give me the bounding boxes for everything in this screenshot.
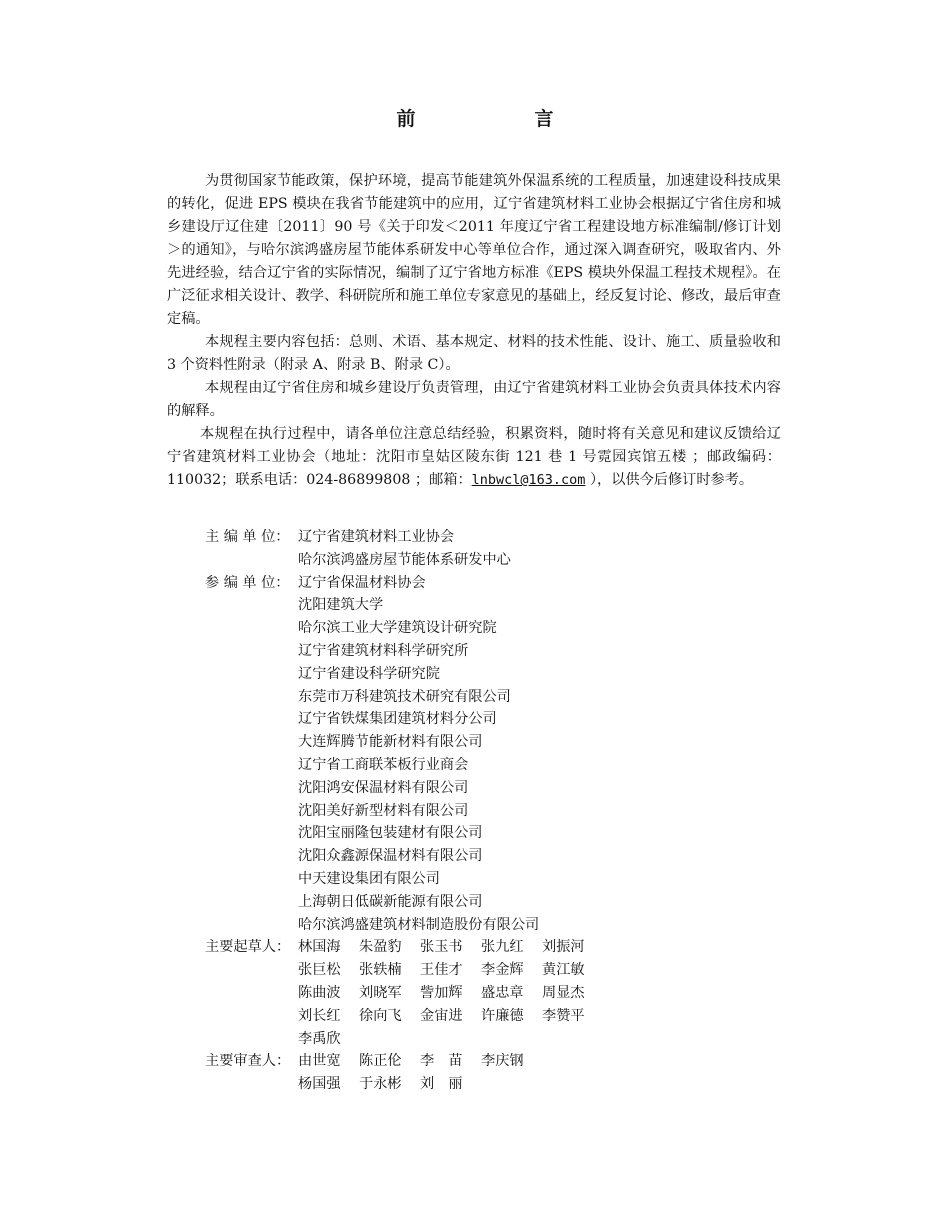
drafter-name: 张玉书 — [420, 939, 463, 956]
reviewer-name: 由世宽 — [298, 1053, 341, 1070]
drafter-name: 金宙进 — [420, 1007, 463, 1024]
drafter-name: 王佳才 — [420, 962, 463, 979]
chief-units-list — [298, 526, 805, 572]
drafter-name: 李赞平 — [542, 1007, 585, 1024]
participating-units-list — [298, 572, 805, 937]
reviewer-name: 杨国强 — [298, 1076, 341, 1093]
drafter-name: 訾加辉 — [420, 984, 463, 1001]
drafter-name: 李金辉 — [481, 962, 524, 979]
reviewers-row — [205, 1050, 805, 1096]
drafter-name: 朱盈豹 — [359, 939, 402, 956]
drafter-name: 许廉德 — [481, 1007, 524, 1024]
participating-unit-item: 沈阳美好新型材料有限公司 — [298, 802, 469, 819]
drafter-name: 刘振河 — [542, 939, 585, 956]
participating-unit-item: 上海朝日低碳新能源有限公司 — [298, 893, 483, 910]
reviewer-name: 于永彬 — [359, 1076, 402, 1093]
participating-unit-item: 辽宁省保温材料协会 — [298, 574, 426, 591]
feedback-text-end: ），以供今后修订时参考。 — [585, 472, 754, 488]
reviewer-name: 刘 丽 — [420, 1076, 463, 1093]
participating-unit-item: 中天建设集团有限公司 — [298, 870, 440, 887]
drafter-name-row — [298, 982, 805, 1005]
reviewer-name: 陈正伦 — [359, 1053, 402, 1070]
chief-unit-item: 哈尔滨鸿盛房屋节能体系研发中心 — [298, 551, 511, 568]
drafter-name: 林国海 — [298, 939, 341, 956]
participating-unit-item: 沈阳众鑫源保温材料有限公司 — [298, 848, 483, 865]
page-title: 前 言 — [396, 108, 604, 130]
participating-unit-item: 辽宁省建筑材料科学研究所 — [298, 642, 469, 659]
feedback-text: 本规程在执行过程中，请各单位注意总结经验，积累资料，随时将有关意见和建议反馈给辽宁省建筑材料工业协会（地址：沈阳市皇姑区陵东街 121 巷 1 号霓园宾馆五楼 ；邮政编码：110032；联系电话：024-86899808 ；邮箱： — [167, 426, 781, 488]
drafter-name: 张九红 — [481, 939, 524, 956]
reviewer-name-row — [298, 1073, 805, 1096]
reviewer-name: 李庆钢 — [481, 1053, 524, 1070]
credits-section — [205, 526, 805, 1096]
drafters-label: 主要起草人： — [205, 939, 291, 956]
participating-unit-item: 辽宁省工商联苯板行业商会 — [298, 756, 469, 773]
reviewer-name: 李 苗 — [420, 1053, 463, 1070]
reviewer-name-row — [298, 1050, 805, 1073]
drafter-name-row — [298, 959, 805, 982]
paragraph-contents: 本规程主要内容包括：总则、术语、基本规定、材料的技术性能、设计、施工、质量验收和 3 个资料性附录（附录 A、附录 B、附录 C）。 — [167, 334, 781, 373]
drafters-row — [205, 936, 805, 1050]
participating-unit-item: 沈阳宝丽隆包装建材有限公司 — [298, 825, 483, 842]
reviewers-list — [298, 1050, 805, 1096]
drafter-name: 徐向飞 — [359, 1007, 402, 1024]
paragraph-feedback — [167, 423, 781, 492]
participating-unit-item: 沈阳建筑大学 — [298, 597, 384, 614]
participating-units-row — [205, 572, 805, 937]
drafter-name: 张巨松 — [298, 962, 341, 979]
drafter-name: 李禹欣 — [298, 1030, 341, 1047]
drafter-name: 黄江敏 — [542, 962, 585, 979]
reviewers-label: 主要审查人： — [205, 1053, 291, 1070]
chief-unit-item: 辽宁省建筑材料工业协会 — [298, 529, 455, 545]
drafter-name: 陈曲波 — [298, 984, 341, 1001]
preface-body — [167, 170, 781, 492]
drafter-name: 盛忠章 — [481, 984, 524, 1001]
drafter-name-row — [298, 1028, 805, 1051]
paragraph-background: 为贯彻国家节能政策，保护环境，提高节能建筑外保温系统的工程质量，加速建设科技成果的转化，促进 EPS 模块在我省节能建筑中的应用，辽宁省建筑材料工业协会根据辽宁省住房和城乡建设厅辽住建〔2011〕90 号《关于印发＜2011 年度辽宁省工程建设地方标准编制/修订计划＞的通知》，与哈尔滨鸿盛房屋节能体系研发中心等单位合作，通过深入调查研究，吸取省内、外先进经验，结合辽宁省的实际情况，编制了辽宁省地方标准《EPS 模块外保温工程技术规程》。在广泛征求相关设计、教学、科研院所和施工单位专家意见的基础上，经反复讨论、修改，最后审查定稿。 — [167, 173, 781, 327]
participating-unit-item: 哈尔滨鸿盛建筑材料制造股份有限公司 — [298, 916, 540, 933]
participating-unit-item: 大连辉腾节能新材料有限公司 — [298, 734, 483, 751]
participating-unit-item: 哈尔滨工业大学建筑设计研究院 — [298, 620, 497, 637]
paragraph-management: 本规程由辽宁省住房和城乡建设厅负责管理，由辽宁省建筑材料工业协会负责具体技术内容的解释。 — [167, 380, 781, 419]
participating-unit-item: 东莞市万科建筑技术研究有限公司 — [298, 688, 511, 705]
drafter-name: 刘长红 — [298, 1007, 341, 1024]
drafter-name-row — [298, 936, 805, 959]
chief-units-row — [205, 526, 805, 572]
participating-unit-item: 沈阳鸿安保温材料有限公司 — [298, 779, 469, 796]
drafter-name: 刘晓军 — [359, 984, 402, 1001]
drafter-name-row — [298, 1005, 805, 1028]
drafter-name: 张轶楠 — [359, 962, 402, 979]
drafters-list — [298, 936, 805, 1050]
participating-unit-item: 辽宁省铁煤集团建筑材料分公司 — [298, 711, 497, 728]
drafter-name: 周显杰 — [542, 984, 585, 1001]
email-link[interactable]: lnbwcl@163.com — [471, 472, 586, 488]
participating-units-label: 参 编 单 位： — [205, 574, 290, 591]
chief-units-label: 主 编 单 位： — [205, 529, 290, 545]
participating-unit-item: 辽宁省建设科学研究院 — [298, 665, 440, 682]
